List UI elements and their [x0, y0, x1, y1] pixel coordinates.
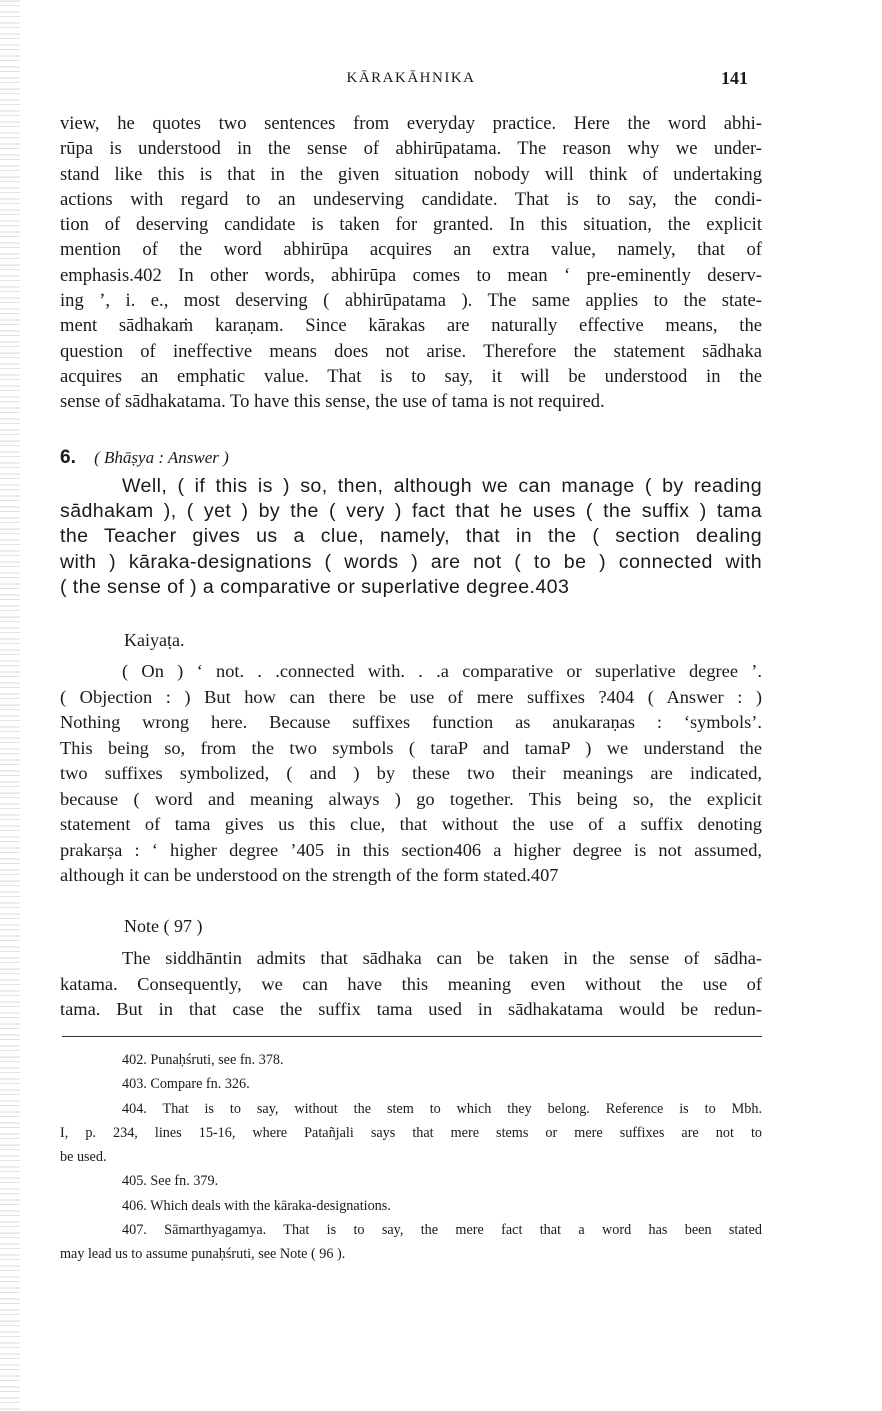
running-header [60, 68, 762, 92]
paragraph1-line: tion of deserving candidate is taken for granted. In this situation, the explicit [60, 214, 762, 236]
paragraph1-line: ing ’, i. e., most deserving ( abhirūpatama ). The same applies to the state- [60, 290, 762, 312]
paragraph2-line: sādhakam ), ( yet ) by the ( very ) fact that he uses ( the suffix ) tama [60, 500, 762, 523]
paragraph1-line: actions with regard to an undeserving candidate. That is to say, the condi- [60, 188, 762, 210]
paragraph3-line: statement of tama gives us this clue, that without the use of a suffix denoting [60, 814, 762, 834]
paragraph2-line: Well, ( if this is ) so, then, although we can manage ( by reading [122, 475, 762, 497]
footnote-line: 403. Compare fn. 326. [122, 1076, 250, 1093]
footnote-line: I, p. 234, lines 15-16, where Patañjali says that mere stems or mere suffixes are not to [60, 1124, 762, 1141]
paragraph3-line: ( Objection : ) But how can there be use of mere suffixes ?404 ( Answer : ) [60, 686, 762, 707]
paragraph3-line: ( On ) ‘ not. . .connected with. . .a comparative or superlative degree ’. [122, 661, 762, 681]
paragraph1-line: question of ineffective means does not arise. Therefore the statement sādhaka [60, 340, 762, 362]
paragraph1-line: emphasis.402 In other words, abhirūpa comes to mean ‘ pre-eminently deserv- [60, 264, 762, 286]
paragraph1-line: mention of the word abhirūpa acquires an extra value, namely, that of [60, 239, 762, 261]
footnote-line: may lead us to assume punaḥśruti, see Note ( 96 ). [60, 1246, 346, 1263]
paragraph-discussion [60, 111, 762, 415]
paragraph-note [60, 946, 762, 1023]
paragraph2-line: ( the sense of ) a comparative or superlative degree.403 [60, 575, 570, 598]
kaiyata-heading: Kaiyaṭa. [124, 630, 185, 650]
paragraph-bhasya-answer [60, 474, 762, 600]
footnote-line: be used. [60, 1149, 107, 1166]
paragraph3-line: Nothing wrong here. Because suffixes function as anukaraṇas : ‘symbols’. [60, 712, 762, 732]
section-number: 6. [60, 447, 76, 468]
paragraph3-line: two suffixes symbolized, ( and ) by these two their meanings are indicated, [60, 763, 762, 783]
footnote-rule [62, 1036, 762, 1037]
paragraph1-line: acquires an emphatic value. That is to say, it will be understood in the [60, 365, 762, 387]
paragraph1-line: ment sādhakaṁ karaṇam. Since kārakas are naturally effective means, the [60, 315, 762, 337]
footnote-line: 407. Sāmarthyagamya. That is to say, the mere fact that a word has been stated [122, 1222, 762, 1239]
paragraph4-line: tama. But in that case the suffix tama used in sādhakatama would be redun- [60, 999, 762, 1019]
footnote-line: 404. That is to say, without the stem to which they belong. Reference is to Mbh. [122, 1100, 762, 1117]
paragraph4-line: The siddhāntin admits that sādhaka can be taken in the sense of sādha- [122, 948, 762, 968]
paragraph-kaiyata [60, 659, 762, 889]
page-number: 141 [721, 68, 748, 88]
section-title: ( Bhāṣya : Answer ) [94, 448, 229, 467]
paragraph4-line: katama. Consequently, we can have this meaning even without the use of [60, 973, 762, 994]
paragraph3-line: although it can be understood on the strength of the form stated.407 [60, 865, 559, 885]
paragraph1-line: stand like this is that in the given situation nobody will think of undertaking [60, 163, 762, 185]
paragraph2-line: with ) kāraka-designations ( words ) are not ( to be ) connected with [60, 550, 762, 573]
scanned-page-edge [0, 0, 20, 1411]
paragraph3-line: because ( word and meaning always ) go together. This being so, the explicit [60, 788, 762, 809]
running-title: KĀRAKĀHNIKA [346, 70, 476, 86]
footnote-line: 406. Which deals with the kāraka-designations. [122, 1197, 391, 1214]
footnote-line: 405. See fn. 379. [122, 1173, 219, 1190]
paragraph1-line: view, he quotes two sentences from everyday practice. Here the word abhi- [60, 113, 762, 134]
paragraph3-line: prakarṣa : ‘ higher degree ’405 in this section406 a higher degree is not assumed, [60, 839, 762, 860]
paragraph1-line: rūpa is understood in the sense of abhirūpatama. The reason why we under- [60, 138, 762, 160]
paragraph3-line: This being so, from the two symbols ( taraP and tamaP ) we understand the [60, 737, 762, 758]
paragraph2-line: the Teacher gives us a clue, namely, that in the ( section dealing [60, 525, 762, 548]
footnote-line: 402. Punaḥśruti, see fn. 378. [122, 1052, 284, 1068]
footnotes [60, 1048, 762, 1267]
note-heading: Note ( 97 ) [124, 916, 203, 936]
paragraph1-line: sense of sādhakatama. To have this sense, the use of tama is not required. [60, 391, 605, 413]
section-heading [60, 447, 229, 469]
